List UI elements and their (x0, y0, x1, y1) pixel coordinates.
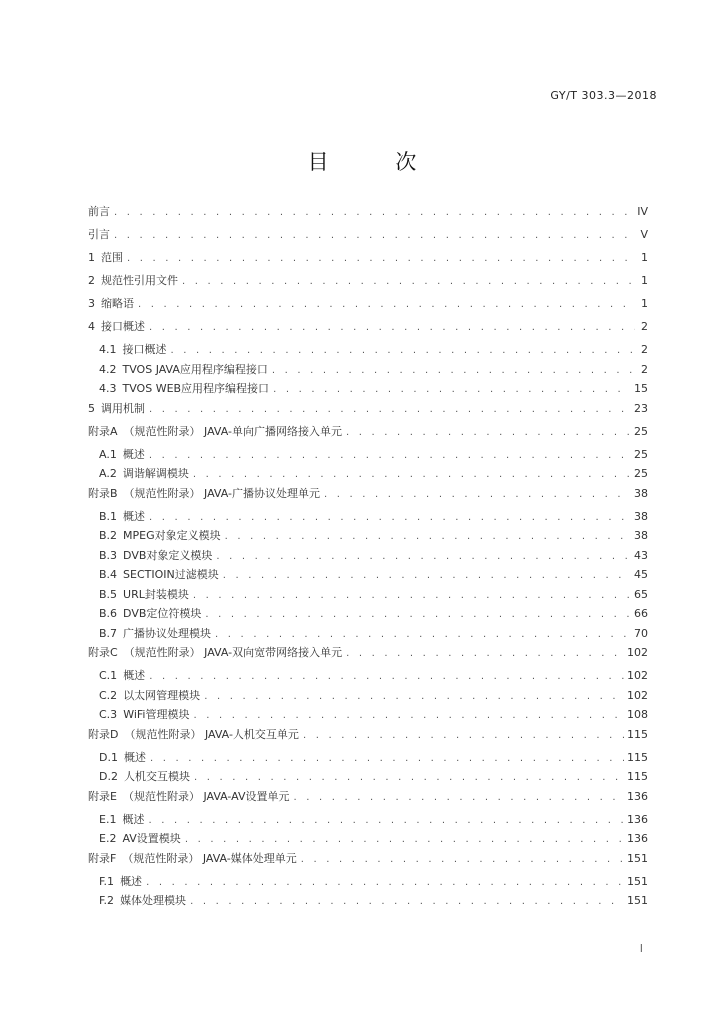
dot-leader (149, 450, 631, 461)
toc-entry-page: 2 (641, 320, 648, 333)
toc-entry-number: 4 (88, 320, 95, 333)
toc-entry-title: 概述 (122, 812, 145, 826)
toc-entry-page: 136 (627, 812, 648, 826)
toc-entry-page: 115 (627, 770, 648, 783)
toc-entry-number: 附录D (88, 727, 119, 741)
toc-entry-number: 5 (88, 401, 95, 415)
toc-entry-title: 广播协议处理模块 (123, 626, 212, 640)
toc-entry-number: A.1 (99, 447, 117, 461)
dot-leader (193, 590, 631, 601)
toc-entry-page: 38 (634, 486, 648, 500)
toc-entry-page: 25 (634, 447, 648, 461)
toc-subentry[interactable] (88, 508, 648, 528)
toc-entry-page: 70 (634, 626, 648, 640)
dot-leader (149, 404, 631, 415)
dot-leader (324, 489, 631, 500)
dot-leader (149, 512, 631, 523)
toc-entry-title: 媒体处理模块 (120, 894, 187, 907)
toc-entry-number: B.2 (99, 529, 118, 542)
toc-entry-title: DVB定位符模块 (123, 607, 202, 620)
toc-entry[interactable] (88, 249, 648, 272)
toc-entry-title: DVB对象定义模块 (123, 548, 213, 562)
toc-entry-page: 38 (634, 509, 648, 523)
toc-subentry[interactable] (88, 706, 648, 726)
toc-entry[interactable] (88, 726, 648, 749)
dot-leader (185, 834, 624, 845)
dot-leader (114, 230, 635, 241)
toc-subentry[interactable] (88, 605, 648, 625)
toc-entry-page: IV (637, 205, 648, 218)
toc-entry-title: MPEG对象定义模块 (123, 529, 221, 542)
toc-entry-number: C.1 (99, 669, 118, 682)
toc-entry[interactable] (88, 423, 648, 446)
toc-entry-title: 人机交互模块 (123, 770, 190, 783)
toc-subentry[interactable] (88, 873, 648, 893)
dot-leader (114, 207, 634, 218)
toc-entry-number: 3 (88, 297, 95, 310)
toc-entry-title: （规范性附录） JAVA-双向宽带网络接入单元 (123, 646, 343, 659)
toc-entry-number: C.3 (99, 708, 118, 721)
toc-entry-page: 1 (641, 251, 648, 264)
toc-entry-number: 附录F (88, 851, 117, 865)
toc-entry-page: 151 (627, 851, 648, 865)
toc-entry-page: 151 (627, 894, 648, 907)
toc-entry-title: 接口概述 (122, 343, 167, 356)
toc-entry-number: A.2 (99, 467, 117, 480)
toc-entry-title: （规范性附录） JAVA-广播协议处理单元 (123, 486, 320, 500)
dot-leader (346, 427, 631, 438)
toc-entry-page: 25 (634, 467, 648, 480)
toc-subentry[interactable] (88, 527, 648, 547)
toc-entry[interactable] (88, 318, 648, 341)
dot-leader (149, 322, 635, 333)
toc-entry-title: AV设置模块 (122, 832, 181, 845)
toc-subentry[interactable] (88, 361, 648, 381)
dot-leader (127, 253, 635, 264)
toc-entry-number: C.2 (99, 688, 118, 702)
toc-entry-title: 调用机制 (101, 401, 145, 415)
dot-leader (193, 710, 624, 721)
toc-entry[interactable] (88, 295, 648, 318)
toc-entry-page: 66 (634, 607, 648, 620)
toc-entry-page: 115 (627, 727, 648, 741)
toc-entry-page: 102 (627, 669, 648, 682)
toc-entry-title: TVOS WEB应用程序编程接口 (122, 382, 270, 395)
toc-entry-page: 38 (634, 529, 648, 542)
dot-leader (182, 276, 635, 287)
toc-entry-page: 102 (627, 688, 648, 702)
toc-entry[interactable] (88, 272, 648, 295)
toc-entry[interactable] (88, 788, 648, 811)
toc-entry-title: （规范性附录） JAVA-单向广播网络接入单元 (123, 424, 342, 438)
toc-entry-page: V (640, 228, 648, 241)
toc-entry-page: 65 (634, 587, 648, 601)
dot-leader (272, 365, 635, 376)
table-of-contents (88, 203, 648, 912)
toc-subentry[interactable] (88, 811, 648, 831)
toc-entry-page: 115 (627, 750, 648, 764)
toc-entry-title: （规范性附录） JAVA-人机交互单元 (124, 727, 299, 741)
toc-subentry[interactable] (88, 892, 648, 912)
toc-entry-page: 15 (634, 382, 648, 395)
toc-entry-page: 102 (627, 646, 648, 659)
toc-entry-title: 概述 (120, 874, 143, 888)
toc-subentry[interactable] (88, 625, 648, 645)
toc-entry-title: 范围 (101, 251, 123, 264)
toc-entry-title: TVOS JAVA应用程序编程接口 (122, 362, 268, 376)
toc-subentry[interactable] (88, 830, 648, 850)
toc-entry-title: 调谐解调模块 (122, 467, 189, 480)
toc-entry-page: 136 (627, 832, 648, 845)
dot-leader (205, 609, 631, 620)
toc-entry-number: 4.2 (99, 362, 117, 376)
toc-entry-number: 附录B (88, 486, 118, 500)
dot-leader (223, 570, 631, 581)
toc-subentry[interactable] (88, 586, 648, 606)
dot-leader (146, 877, 624, 888)
toc-subentry[interactable] (88, 566, 648, 586)
toc-subentry[interactable] (88, 341, 648, 361)
toc-entry-title: 引言 (88, 228, 110, 241)
dot-leader (225, 531, 631, 542)
toc-entry-number: B.1 (99, 509, 118, 523)
toc-entry-title: 概述 (123, 669, 146, 682)
toc-entry[interactable] (88, 203, 648, 226)
toc-entry-title: 概述 (123, 750, 146, 764)
toc-subentry[interactable] (88, 465, 648, 485)
dot-leader (204, 691, 624, 702)
toc-entry-number: B.5 (99, 587, 118, 601)
toc-entry-title: 接口概述 (101, 320, 145, 333)
toc-entry-title: 概述 (123, 509, 146, 523)
toc-entry-title: SECTIOIN过滤模块 (123, 568, 219, 581)
toc-entry-page: 2 (641, 362, 648, 376)
toc-entry-page: 136 (627, 789, 648, 803)
toc-entry-page: 25 (634, 424, 648, 438)
standard-code: GY/T 303.3—2018 (550, 89, 657, 102)
toc-entry-title: （规范性附录） JAVA-媒体处理单元 (122, 851, 297, 865)
toc-entry-number: 附录A (88, 424, 118, 438)
toc-entry-number: B.6 (99, 607, 118, 620)
toc-entry-page: 23 (634, 401, 648, 415)
toc-entry-number: 附录C (88, 646, 118, 659)
toc-subentry[interactable] (88, 667, 648, 687)
dot-leader (294, 792, 625, 803)
dot-leader (148, 815, 624, 826)
dot-leader (215, 629, 631, 640)
toc-entry-number: B.7 (99, 626, 118, 640)
dot-leader (138, 299, 635, 310)
toc-entry-number: 附录E (88, 789, 117, 803)
toc-entry[interactable] (88, 850, 648, 873)
toc-entry-number: 2 (88, 274, 95, 287)
toc-entry-title: 规范性引用文件 (101, 274, 178, 287)
dot-leader (194, 772, 624, 783)
toc-entry[interactable] (88, 644, 648, 667)
toc-entry-number: 1 (88, 251, 95, 264)
page-number: I (639, 942, 643, 955)
toc-entry-page: 43 (634, 548, 648, 562)
toc-subentry[interactable] (88, 768, 648, 788)
toc-entry-page: 45 (634, 568, 648, 581)
toc-subentry[interactable] (88, 547, 648, 567)
toc-subentry[interactable] (88, 687, 648, 707)
toc-entry-number: 4.1 (99, 343, 117, 356)
toc-entry-number: E.1 (99, 812, 117, 826)
toc-entry-page: 1 (641, 274, 648, 287)
toc-entry[interactable] (88, 400, 648, 423)
toc-entry-title: URL封装模块 (123, 587, 189, 601)
toc-entry-number: F.2 (99, 894, 115, 907)
dot-leader (346, 648, 624, 659)
dot-leader (171, 345, 636, 356)
toc-entry-number: D.1 (99, 750, 118, 764)
toc-entry-number: B.3 (99, 548, 118, 562)
toc-entry-number: F.1 (99, 874, 115, 888)
toc-title: 目 次 (307, 150, 447, 174)
dot-leader (150, 753, 624, 764)
toc-entry-number: D.2 (99, 770, 118, 783)
toc-entry-number: E.2 (99, 832, 117, 845)
toc-entry[interactable] (88, 226, 648, 249)
toc-entry-number: 4.3 (99, 382, 117, 395)
toc-entry-title: （规范性附录） JAVA-AV设置单元 (122, 789, 290, 803)
toc-entry-page: 151 (627, 874, 648, 888)
toc-entry-page: 108 (627, 708, 648, 721)
toc-entry-title: WiFi管理模块 (123, 708, 190, 721)
dot-leader (193, 469, 631, 480)
dot-leader (303, 730, 624, 741)
toc-subentry[interactable] (88, 749, 648, 769)
toc-entry-number: B.4 (99, 568, 118, 581)
dot-leader (273, 384, 631, 395)
dot-leader (216, 551, 631, 562)
toc-entry-title: 缩略语 (101, 297, 134, 310)
toc-entry-title: 前言 (88, 205, 110, 218)
toc-entry-page: 2 (641, 343, 648, 356)
toc-subentry[interactable] (88, 380, 648, 400)
toc-subentry[interactable] (88, 446, 648, 466)
dot-leader (149, 671, 624, 682)
toc-entry[interactable] (88, 485, 648, 508)
toc-entry-page: 1 (641, 297, 648, 310)
dot-leader (301, 854, 624, 865)
toc-entry-title: 以太网管理模块 (123, 688, 201, 702)
toc-entry-title: 概述 (122, 447, 145, 461)
dot-leader (190, 896, 624, 907)
